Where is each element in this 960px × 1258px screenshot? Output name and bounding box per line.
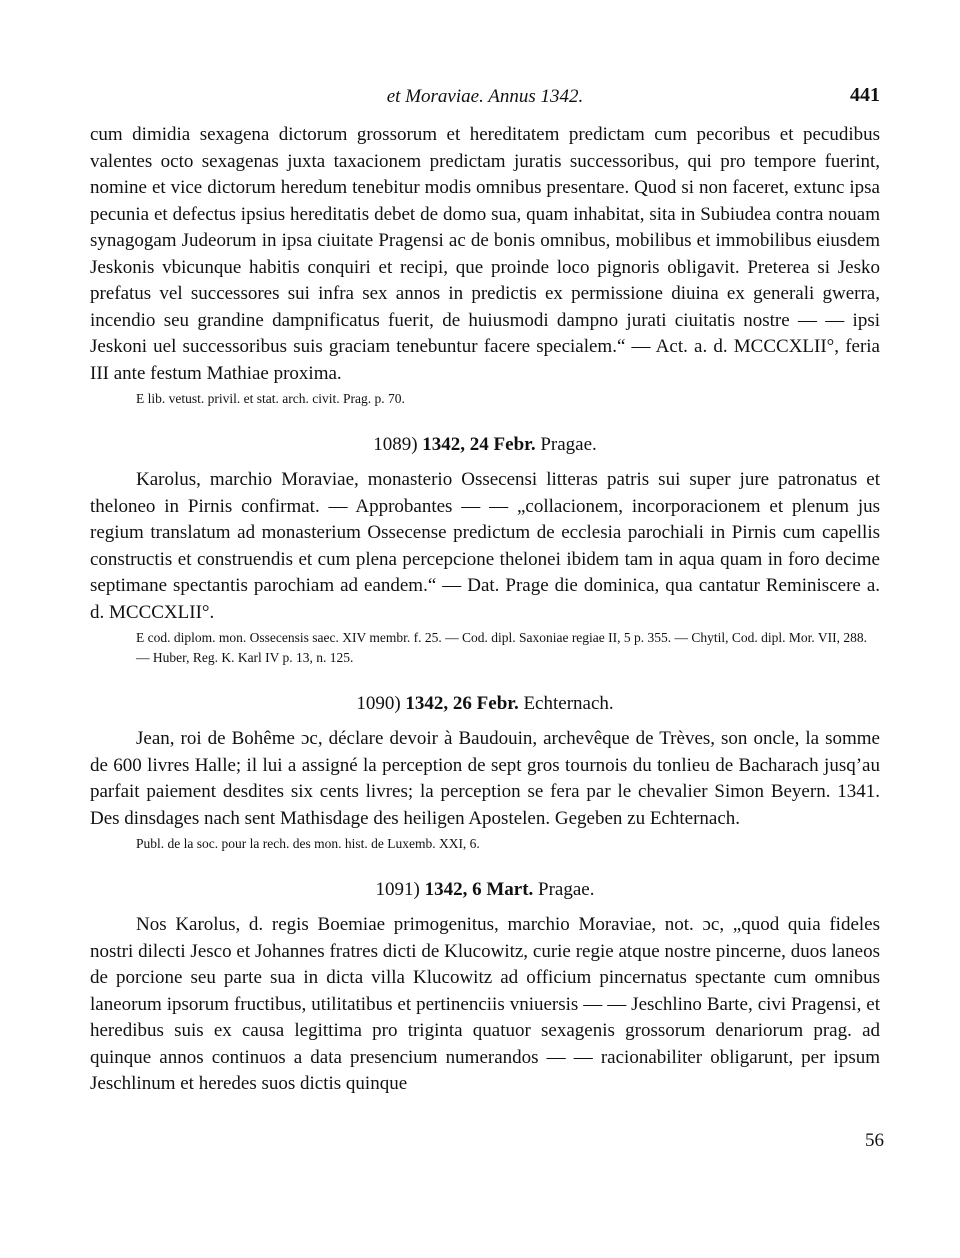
entry-1089 bbox=[90, 433, 880, 668]
entry-number: 1091) bbox=[375, 879, 420, 900]
entry-1090 bbox=[90, 692, 880, 854]
running-title: et Moraviae. Annus 1342. bbox=[386, 86, 584, 107]
entry-date: 1342, 6 Mart. bbox=[424, 879, 534, 900]
page-number: 441 bbox=[850, 84, 880, 106]
entry-heading bbox=[90, 692, 880, 716]
entry-text: Jean, roi de Bohême ɔc, déclare devoir à Baudouin, archevêque de Trèves, son oncle, la somme de 600 livres Halle; il lui a assigné la perception de sept gros tournois du tonlieu de Bacharach jusq’au parfait paiement desdites six cents livres; la perception se fera par le chevalier Simon Beyern. 1341. Des dinsdages nach sent Mathisdage des heiligen Apostelen. Gegeben zu Echternach. bbox=[90, 728, 880, 829]
entry-date: 1342, 26 Febr. bbox=[405, 693, 519, 714]
continuation-block bbox=[90, 122, 880, 409]
entry-place: Echternach. bbox=[523, 693, 614, 714]
entry-date: 1342, 24 Febr. bbox=[422, 434, 536, 455]
entry-1091 bbox=[90, 878, 880, 1098]
entry-text: Nos Karolus, d. regis Boemiae primogenitus, marchio Moraviae, not. ɔc, „quod quia fideles nostri dilecti Jesco et Johannes fratres dicti de Klucowitz, curie regie atque nostre pincerne, duos laneos de porcione seu parte sua in dicta villa Klucowitz ad officium pincernatus spectante cum omnibus laneorum ipsorum fructibus, utilitatibus et pertinenciis vniuersis — — Jeschlino Barte, civi Pragensi, et heredibus suis ex causa legittima pro triginta quatuor sexagenis grossorum denariorum prag. ad quinque annos continuos a data presencium numerandos — — racionabiliter obligarunt, per ipsum Jeschlinum et heredes suos dictis quinque bbox=[90, 914, 880, 1094]
entry-place: Pragae. bbox=[538, 879, 595, 900]
continuation-text: cum dimidia sexagena dictorum grossorum et hereditatem predictam cum pecoribus et pecudibus valentes octo sexagenas juxta taxacionem predictam juratis successoribus, qui pro tempore fuerint, nomine et vice dictorum heredum tenebitur modis omnibus presentare. Quod si non faceret, extunc ipsa pecunia et defectus ipsius hereditatis debet de domo sua, quam inhabitat, sita in Subiudea contra nouam synagogam Judeorum in ipsa ciuitate Pragensi ac de bonis omnibus, mobilibus et immobilibus eiusdem Jeskonis vbicunque habitis conquiri et recipi, que proinde loco pignoris obligavit. Preterea si Jesko prefatus vel successores sui infra sex annos in predictis ex permissione diuina ex generali gwerra, incendio seu grandine dampnificatus fuerit, de huiusmodi dampno jurati ciuitatis nostre — — ipsi Jeskoni uel successoribus suis graciam tenebuntur facere specialem.“ — Act. a. d. MCCCXLII°, feria III ante festum Mathiae proxima. bbox=[90, 124, 880, 384]
entry-heading bbox=[90, 433, 880, 457]
entry-source: Publ. de la soc. pour la rech. des mon. hist. de Luxemb. XXI, 6. bbox=[136, 836, 480, 851]
entry-place: Pragae. bbox=[540, 434, 597, 455]
document-page bbox=[90, 80, 880, 1098]
entry-text: Karolus, marchio Moraviae, monasterio Ossecensi litteras patris sui super jure patronatus et theloneo in Pirnis confirmat. — Approbantes — — „collacionem, incorporacionem et plenum jus regium translatum ad monasterium Ossecense predictum de ecclesia parochiali in Pirnis cum capellis constructis et construendis et cum plena percepcione thelonei ibidem tam in aqua quam in foro decime septimane spectantis parochiam ad eandem.“ — Dat. Prage die dominica, qua cantatur Reminiscere a. d. MCCCXLII°. bbox=[90, 469, 880, 623]
continuation-source: E lib. vetust. privil. et stat. arch. civit. Prag. p. 70. bbox=[136, 391, 405, 406]
entry-number: 1089) bbox=[373, 434, 418, 455]
entry-heading bbox=[90, 878, 880, 902]
page-header bbox=[90, 80, 880, 114]
entry-source: E cod. diplom. mon. Ossecensis saec. XIV membr. f. 25. — Cod. dipl. Saxoniae regiae II, 5 p. 355. — Chytil, Cod. dipl. Mor. VII, 288. — Huber, Reg. K. Karl IV p. 13, n. 125. bbox=[136, 630, 868, 665]
signature-mark: 56 bbox=[865, 1130, 884, 1151]
entry-number: 1090) bbox=[356, 693, 401, 714]
